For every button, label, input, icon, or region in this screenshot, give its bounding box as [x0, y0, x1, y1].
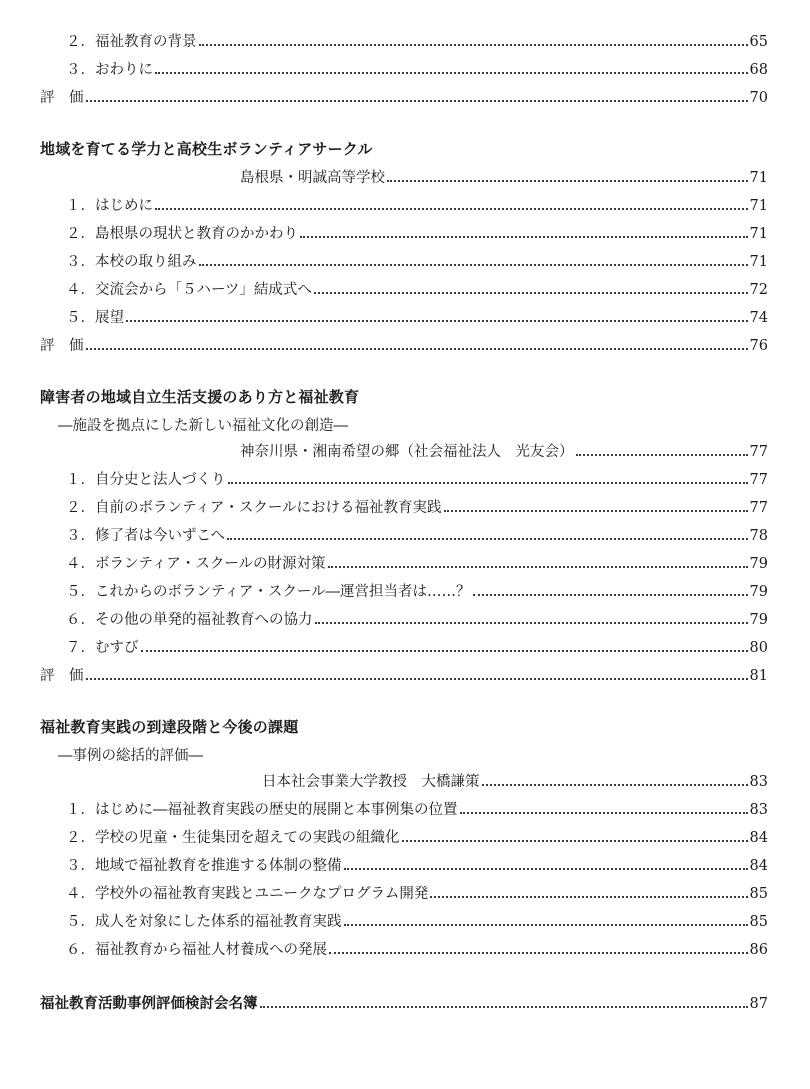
toc-entry: [0, 882, 810, 904]
dot-leader: [328, 564, 748, 568]
section-title: 地域を育てる学力と高校生ボランティアサークル: [40, 140, 373, 158]
dot-leader: [86, 676, 748, 680]
dot-leader: [460, 810, 748, 814]
entry-label: ４．交流会から「５ハーツ」結成式へ: [66, 282, 312, 298]
dot-leader: [329, 950, 748, 954]
page-number: 71: [749, 198, 768, 214]
page-number: 80: [749, 640, 768, 656]
section-subtitle: ―施設を拠点にした新しい福祉文化の創造―: [58, 418, 348, 434]
dot-leader: [314, 290, 748, 294]
toc-entry: [0, 608, 810, 630]
entry-label: ５．これからのボランティア・スクール―運営担当者は……？: [66, 584, 471, 600]
page-number: 79: [749, 556, 768, 572]
dot-leader: [228, 480, 748, 484]
dot-leader: [576, 452, 748, 456]
section-subtitle: ―事例の総括的評価―: [58, 748, 203, 764]
page-number: 77: [749, 472, 768, 488]
toc-entry: [0, 306, 810, 328]
author-label: 島根県・明誠高等学校: [240, 170, 385, 186]
toc-entry: [0, 278, 810, 300]
toc-entry: [0, 468, 810, 490]
entry-label: ４．学校外の福祉教育実践とユニークなプログラム開発: [66, 886, 429, 902]
toc-entry: [0, 250, 810, 272]
dot-leader: [387, 178, 748, 182]
toc-entry: [0, 524, 810, 546]
entry-label: １．自分史と法人づくり: [66, 472, 226, 488]
section-title: 福祉教育実践の到達段階と今後の課題: [40, 718, 299, 736]
page-number: 85: [749, 886, 768, 902]
entry-label: １．はじめに: [66, 198, 153, 214]
page-number: 83: [749, 774, 768, 790]
page-number: 71: [749, 226, 768, 242]
entry-label: ２．自前のボランティア・スクールにおける福祉教育実践: [66, 500, 442, 516]
toc-entry: [0, 854, 810, 876]
toc-entry: [0, 194, 810, 216]
dot-leader: [402, 838, 748, 842]
dot-leader: [473, 592, 748, 596]
section-title: 障害者の地域自立生活支援のあり方と福祉教育: [40, 388, 360, 406]
entry-label: ２．島根県の現状と教育のかかわり: [66, 226, 298, 242]
toc-entry: [0, 30, 810, 52]
page-number: 87: [749, 996, 768, 1012]
dot-leader: [86, 346, 748, 350]
entry-label: 福祉教育活動事例評価検討会名簿: [40, 996, 258, 1012]
toc-entry: [0, 222, 810, 244]
page-number: 71: [749, 170, 768, 186]
entry-label: ３．修了者は今いずこへ: [66, 528, 225, 544]
dot-leader: [86, 98, 748, 102]
page-number: 71: [749, 254, 768, 270]
toc-entry: [0, 580, 810, 602]
page-number: 68: [749, 62, 768, 78]
dot-leader: [155, 206, 748, 210]
author-label: 神奈川県・湘南希望の郷（社会福祉法人 光友会）: [240, 444, 574, 460]
page-number: 72: [749, 282, 768, 298]
entry-label: ６．その他の単発的福祉教育への協力: [66, 612, 313, 628]
dot-leader: [482, 782, 748, 786]
entry-label: ２．学校の児童・生徒集団を超えての実践の組織化: [66, 830, 400, 846]
toc-author: [0, 440, 810, 462]
entry-label: ５．展望: [66, 310, 124, 326]
dot-leader: [199, 42, 748, 46]
dot-leader: [199, 262, 748, 266]
page-number: 83: [749, 802, 768, 818]
author-label: 日本社会事業大学教授 大橋謙策: [262, 774, 480, 790]
dot-leader: [444, 508, 748, 512]
page-number: 79: [749, 612, 768, 628]
page-number: 86: [749, 942, 768, 958]
toc-author: [0, 166, 810, 188]
dot-leader: [430, 894, 747, 898]
page-number: 78: [749, 528, 768, 544]
dot-leader: [141, 648, 748, 652]
dot-leader: [300, 234, 748, 238]
entry-label: ２．福祉教育の背景: [66, 34, 197, 50]
toc-entry-evaluation: [0, 86, 810, 108]
toc-entry: [0, 826, 810, 848]
entry-label: １．はじめに―福祉教育実践の歴史的展開と本事例集の位置: [66, 802, 458, 818]
entry-label: 評 価: [40, 90, 84, 106]
dot-leader: [260, 1004, 748, 1008]
page-number: 70: [749, 90, 768, 106]
dot-leader: [227, 536, 748, 540]
dot-leader: [344, 866, 748, 870]
page-number: 85: [749, 914, 768, 930]
dot-leader: [126, 318, 748, 322]
entry-label: ３．本校の取り組み: [66, 254, 197, 270]
entry-label: 評 価: [40, 338, 84, 354]
toc-entry-evaluation: [0, 334, 810, 356]
page-number: 77: [749, 500, 768, 516]
entry-label: ７．むすび: [66, 640, 139, 656]
dot-leader: [344, 922, 748, 926]
toc-entry: [0, 798, 810, 820]
toc-entry: [0, 552, 810, 574]
page-number: 84: [749, 858, 768, 874]
entry-label: ３．おわりに: [66, 62, 153, 78]
page-number: 76: [749, 338, 768, 354]
entry-label: ５．成人を対象にした体系的福祉教育実践: [66, 914, 342, 930]
entry-label: 評 価: [40, 668, 84, 684]
page-number: 84: [749, 830, 768, 846]
toc-author: [0, 770, 810, 792]
dot-leader: [315, 620, 748, 624]
toc-entry: [0, 496, 810, 518]
entry-label: ３．地域で福祉教育を推進する体制の整備: [66, 858, 342, 874]
entry-label: ４．ボランティア・スクールの財源対策: [66, 556, 326, 572]
entry-label: ６．福祉教育から福祉人材養成への発展: [66, 942, 327, 958]
dot-leader: [155, 70, 748, 74]
toc-entry: [0, 938, 810, 960]
page-number: 65: [749, 34, 768, 50]
toc-entry-evaluation: [0, 664, 810, 686]
toc-entry: [0, 636, 810, 658]
page-number: 77: [749, 444, 768, 460]
page-number: 74: [749, 310, 768, 326]
toc-entry: [0, 58, 810, 80]
page-number: 81: [749, 668, 768, 684]
toc-final-entry: [0, 992, 810, 1014]
page-number: 79: [749, 584, 768, 600]
toc-entry: [0, 910, 810, 932]
